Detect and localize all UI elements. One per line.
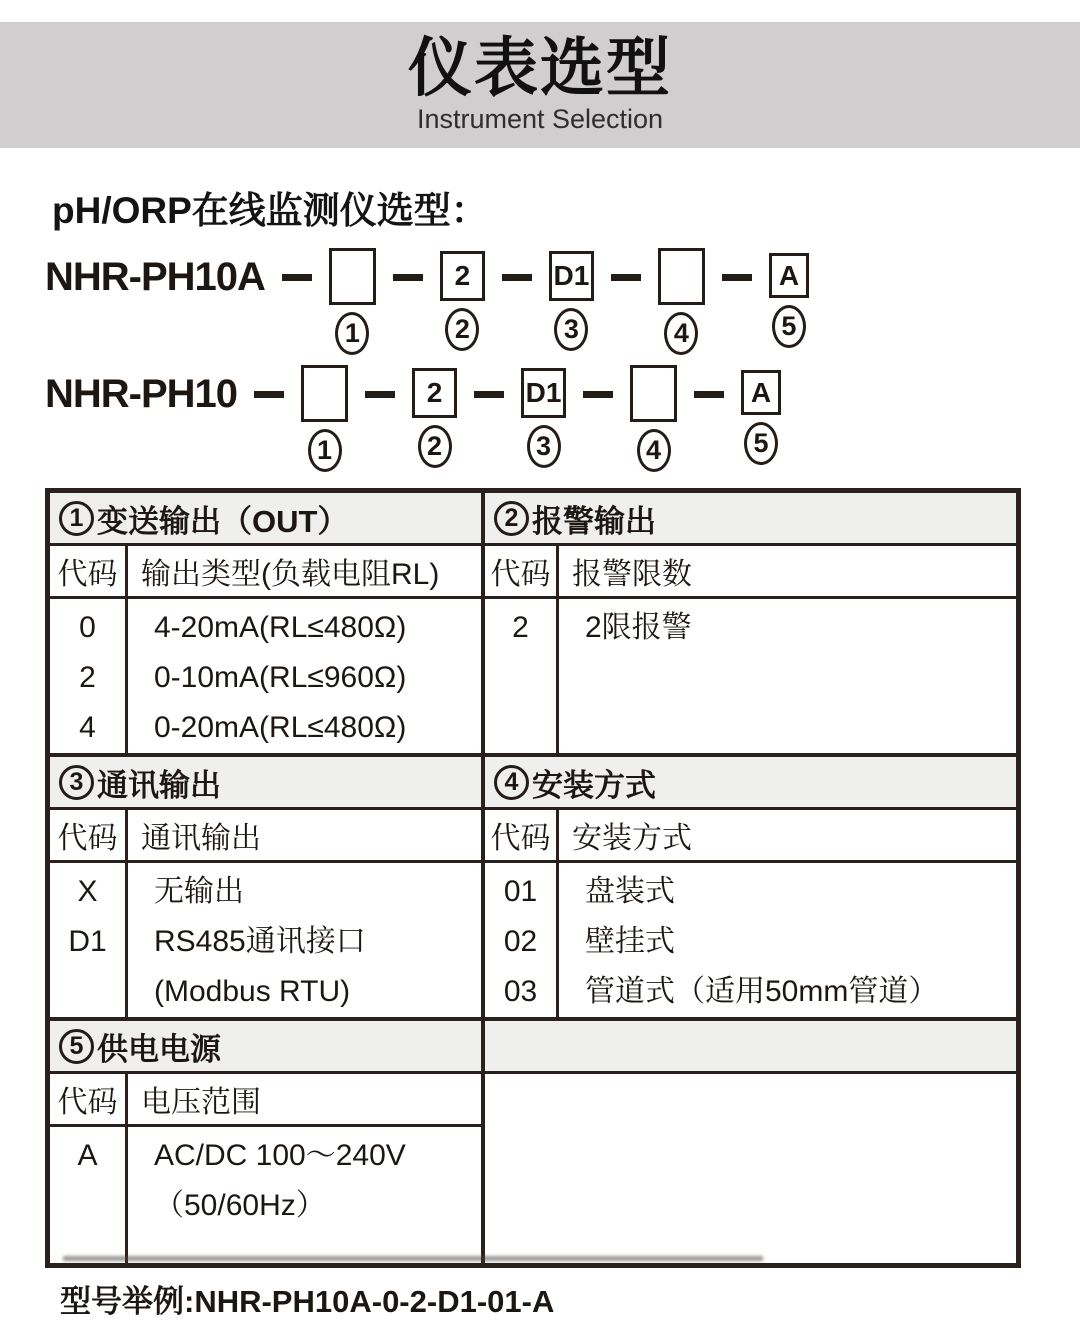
section-5-title: 供电电源: [97, 1031, 221, 1067]
section-4-title: 安装方式: [532, 767, 656, 803]
code-description: 盘装式: [585, 875, 675, 908]
option-box-2: 2: [412, 368, 457, 418]
section-4-descriptions: [559, 863, 1016, 1017]
section-1-descriptions: [128, 599, 481, 753]
section-3-descriptions: [128, 863, 481, 1017]
code-description: 2限报警: [585, 611, 692, 644]
datasheet-page: [0, 22, 1080, 1319]
dash-separator: [474, 391, 504, 398]
dash-separator: [502, 274, 532, 281]
option-box-4: [658, 248, 705, 305]
table-band-1: [50, 493, 1016, 753]
option-box-5: A: [769, 253, 809, 298]
model-code-row: [45, 365, 1080, 472]
selection-table: [45, 488, 1021, 1268]
option-slot-3: [549, 248, 594, 351]
dash-separator: [282, 274, 312, 281]
dash-separator: [583, 391, 613, 398]
section-2-header: [481, 493, 1016, 546]
circled-number-5: 5: [744, 422, 778, 465]
section-3-code-caption: 代码: [50, 810, 128, 863]
option-box-1: [301, 365, 348, 422]
option-slot-4: [630, 365, 677, 472]
code-value: 03: [503, 975, 538, 1008]
section-1-code-caption: 代码: [50, 546, 128, 599]
table-band-3: [50, 1017, 1016, 1263]
section-2-codes: [481, 599, 559, 753]
option-slot-4: [658, 248, 705, 355]
model-example-text: 型号举例:NHR-PH10A-0-2-D1-01-A: [60, 1284, 555, 1319]
dash-separator: [694, 391, 724, 398]
code-description: （50/60Hz）: [154, 1189, 326, 1222]
section-2-code-caption: 代码: [481, 546, 559, 599]
circled-number-4: 4: [637, 429, 671, 472]
section-1-codes: [50, 599, 128, 753]
option-slot-5: [769, 248, 809, 348]
section-4-desc-caption: 安装方式: [559, 810, 1016, 863]
code-description: (Modbus RTU): [154, 975, 351, 1008]
code-description: 0-10mA(RL≤960Ω): [154, 661, 407, 694]
section-3-desc-caption: 通讯输出: [128, 810, 481, 863]
code-description: 壁挂式: [585, 925, 675, 958]
dash-separator: [722, 274, 752, 281]
code-value: X: [77, 875, 98, 908]
selection-heading: pH/ORP在线监测仪选型：: [52, 190, 488, 231]
dash-separator: [365, 391, 395, 398]
code-value: [50, 967, 125, 1017]
section-2-desc-caption: 报警限数: [559, 546, 1016, 599]
model-prefix: NHR-PH10A: [45, 255, 265, 299]
model-diagram-nhr-ph10a: [45, 248, 1080, 355]
circled-4-icon: 4: [494, 765, 529, 800]
code-value: 2: [512, 611, 529, 644]
option-slot-2: [440, 248, 485, 351]
option-slot-5: [741, 365, 781, 465]
model-code-row: [45, 248, 1080, 355]
code-value: 2: [79, 661, 96, 694]
circled-number-5: 5: [772, 305, 806, 348]
option-box-1: [329, 248, 376, 305]
section-1-header: [50, 493, 481, 546]
page-subtitle: Instrument Selection: [416, 104, 664, 135]
code-value: 4: [79, 711, 96, 744]
circled-number-3: 3: [554, 308, 588, 351]
circled-5-icon: 5: [59, 1029, 94, 1064]
dash-separator: [393, 274, 423, 281]
circled-number-1: 1: [308, 429, 342, 472]
section-5-descriptions: [128, 1127, 481, 1263]
section-4-header: [481, 757, 1016, 810]
section-4-codes: [481, 863, 559, 1017]
circled-1-icon: 1: [59, 501, 94, 536]
code-value: [50, 1181, 125, 1231]
page-header-banner: [0, 22, 1080, 148]
page-title: 仪表选型: [408, 31, 672, 104]
dash-separator: [254, 391, 284, 398]
section-3-title: 通讯输出: [97, 767, 221, 803]
section-5-header: [50, 1021, 481, 1074]
circled-number-3: 3: [527, 425, 561, 468]
code-value: 02: [503, 925, 538, 958]
code-description: 0-20mA(RL≤480Ω): [154, 711, 407, 744]
circled-number-1: 1: [335, 312, 369, 355]
circled-number-4: 4: [664, 312, 698, 355]
option-box-3: D1: [549, 251, 594, 301]
option-box-4: [630, 365, 677, 422]
code-description: AC/DC 100～240V: [154, 1139, 406, 1172]
section-2-descriptions: [559, 599, 1016, 753]
section-5-codes: [50, 1127, 128, 1263]
code-value: A: [77, 1139, 98, 1172]
model-diagram-nhr-ph10: [45, 365, 1080, 472]
code-description: 管道式（适用50mm管道）: [585, 975, 939, 1008]
code-description: 4-20mA(RL≤480Ω): [154, 611, 407, 644]
section-1-desc-caption: 输出类型(负载电阻RL): [128, 546, 481, 599]
code-value: 01: [503, 875, 538, 908]
code-value: 0: [79, 611, 96, 644]
code-description: 无输出: [154, 875, 244, 908]
circled-number-2: 2: [445, 308, 479, 351]
circled-2-icon: 2: [494, 501, 529, 536]
dash-separator: [611, 274, 641, 281]
section-5-code-caption: 代码: [50, 1074, 128, 1127]
table-band-2: [50, 753, 1016, 1017]
circled-3-icon: 3: [59, 765, 94, 800]
code-value: D1: [68, 925, 107, 958]
circled-number-2: 2: [418, 425, 452, 468]
section-2-title: 报警输出: [532, 503, 656, 539]
option-slot-3: [521, 365, 566, 468]
empty-header-cell: [481, 1021, 1016, 1074]
empty-body-cell: [481, 1074, 1016, 1263]
section-1-title: 变送输出（OUT）: [97, 503, 349, 539]
section-3-header: [50, 757, 481, 810]
option-slot-1: [329, 248, 376, 355]
option-slot-2: [412, 365, 457, 468]
cropped-next-line-artifact: [63, 1256, 763, 1261]
option-box-2: 2: [440, 251, 485, 301]
option-slot-1: [301, 365, 348, 472]
section-4-code-caption: 代码: [481, 810, 559, 863]
section-5-desc-caption: 电压范围: [128, 1074, 481, 1127]
section-3-codes: [50, 863, 128, 1017]
option-box-5: A: [741, 370, 781, 415]
option-box-3: D1: [521, 368, 566, 418]
code-description: RS485通讯接口: [154, 925, 366, 958]
model-prefix: NHR-PH10: [45, 372, 238, 416]
